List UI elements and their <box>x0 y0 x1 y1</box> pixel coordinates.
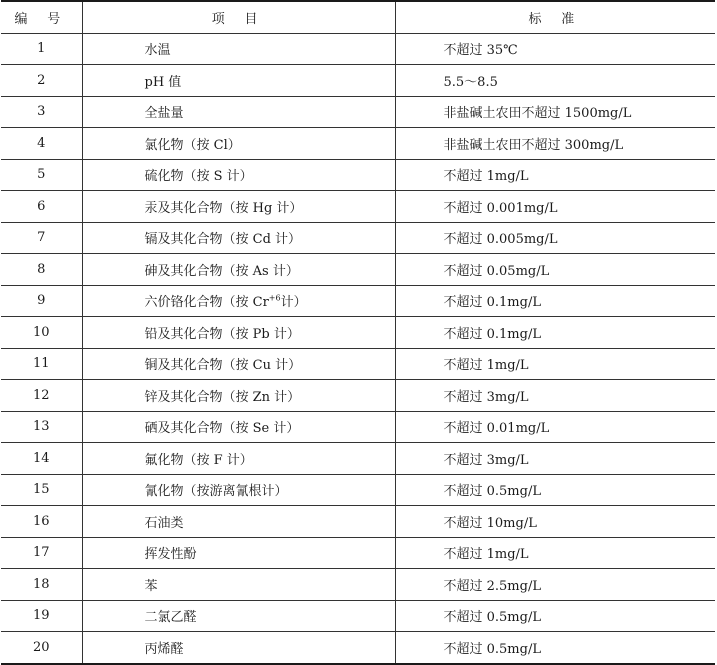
row-standard: 非盐碱土农田不超过 300mg/L <box>395 128 715 160</box>
row-standard: 不超过 0.5mg/L <box>395 474 715 506</box>
table-row <box>1 128 715 160</box>
header-standard: 标 准 <box>395 1 715 33</box>
table-row <box>1 411 715 443</box>
row-number: 13 <box>1 411 82 443</box>
row-number: 3 <box>1 96 82 128</box>
row-standard: 不超过 0.1mg/L <box>395 317 715 349</box>
row-standard: 不超过 0.001mg/L <box>395 191 715 223</box>
row-item: 铜及其化合物（按 Cu 计） <box>82 348 395 380</box>
row-standard: 不超过 0.005mg/L <box>395 222 715 254</box>
row-standard: 不超过 1mg/L <box>395 537 715 569</box>
row-number: 8 <box>1 254 82 286</box>
row-item: 锌及其化合物（按 Zn 计） <box>82 380 395 412</box>
header-number: 编 号 <box>1 1 82 33</box>
row-number: 18 <box>1 569 82 601</box>
row-item: 二氯乙醛 <box>82 600 395 632</box>
table-row <box>1 254 715 286</box>
row-item: 挥发性酚 <box>82 537 395 569</box>
row-number: 12 <box>1 380 82 412</box>
water-quality-standards-table <box>1 0 715 665</box>
row-standard: 5.5～8.5 <box>395 65 715 97</box>
table-row <box>1 285 715 317</box>
row-number: 17 <box>1 537 82 569</box>
row-number: 4 <box>1 128 82 160</box>
table-row <box>1 96 715 128</box>
row-item: 硒及其化合物（按 Se 计） <box>82 411 395 443</box>
table-row <box>1 474 715 506</box>
table-row <box>1 348 715 380</box>
table-row <box>1 569 715 601</box>
row-standard: 不超过 0.05mg/L <box>395 254 715 286</box>
row-item <box>82 285 395 317</box>
row-number: 15 <box>1 474 82 506</box>
row-item: 硫化物（按 S 计） <box>82 159 395 191</box>
row-standard: 不超过 10mg/L <box>395 506 715 538</box>
table-row <box>1 380 715 412</box>
row-number: 9 <box>1 285 82 317</box>
table-row <box>1 159 715 191</box>
row-number: 5 <box>1 159 82 191</box>
table-row <box>1 506 715 538</box>
row-item: 石油类 <box>82 506 395 538</box>
table-row <box>1 632 715 664</box>
row-standard: 不超过 3mg/L <box>395 380 715 412</box>
row-standard: 不超过 1mg/L <box>395 159 715 191</box>
row-standard: 非盐碱土农田不超过 1500mg/L <box>395 96 715 128</box>
row-item: 全盐量 <box>82 96 395 128</box>
valence-superscript: +6 <box>268 293 281 303</box>
row-item: 砷及其化合物（按 As 计） <box>82 254 395 286</box>
row-item: 汞及其化合物（按 Hg 计） <box>82 191 395 223</box>
row-item: 水温 <box>82 33 395 65</box>
row-item: 丙烯醛 <box>82 632 395 664</box>
row-item: 铅及其化合物（按 Pb 计） <box>82 317 395 349</box>
row-number: 7 <box>1 222 82 254</box>
row-item: pH 值 <box>82 65 395 97</box>
table-row <box>1 222 715 254</box>
table-row <box>1 537 715 569</box>
header-item: 项 目 <box>82 1 395 33</box>
row-standard: 不超过 3mg/L <box>395 443 715 475</box>
row-standard: 不超过 0.5mg/L <box>395 600 715 632</box>
row-standard: 不超过 0.01mg/L <box>395 411 715 443</box>
row-number: 1 <box>1 33 82 65</box>
row-item: 苯 <box>82 569 395 601</box>
row-item: 镉及其化合物（按 Cd 计） <box>82 222 395 254</box>
table-row <box>1 65 715 97</box>
item-text: 六价铬化合物（按 Cr <box>144 295 269 311</box>
row-standard: 不超过 2.5mg/L <box>395 569 715 601</box>
row-standard: 不超过 1mg/L <box>395 348 715 380</box>
row-number: 16 <box>1 506 82 538</box>
table-row <box>1 317 715 349</box>
row-number: 11 <box>1 348 82 380</box>
table-row <box>1 443 715 475</box>
row-number: 20 <box>1 632 82 664</box>
row-number: 14 <box>1 443 82 475</box>
row-number: 19 <box>1 600 82 632</box>
row-number: 2 <box>1 65 82 97</box>
table-row <box>1 600 715 632</box>
row-item: 氯化物（按 Cl） <box>82 128 395 160</box>
row-number: 10 <box>1 317 82 349</box>
row-item: 氰化物（按游离氰根计） <box>82 474 395 506</box>
table-header-row <box>1 1 715 33</box>
row-standard: 不超过 0.5mg/L <box>395 632 715 664</box>
row-number: 6 <box>1 191 82 223</box>
table-row <box>1 191 715 223</box>
row-standard: 不超过 35℃ <box>395 33 715 65</box>
item-text-suffix: 计） <box>280 295 307 311</box>
table-row <box>1 33 715 65</box>
row-item: 氟化物（按 F 计） <box>82 443 395 475</box>
row-standard: 不超过 0.1mg/L <box>395 285 715 317</box>
